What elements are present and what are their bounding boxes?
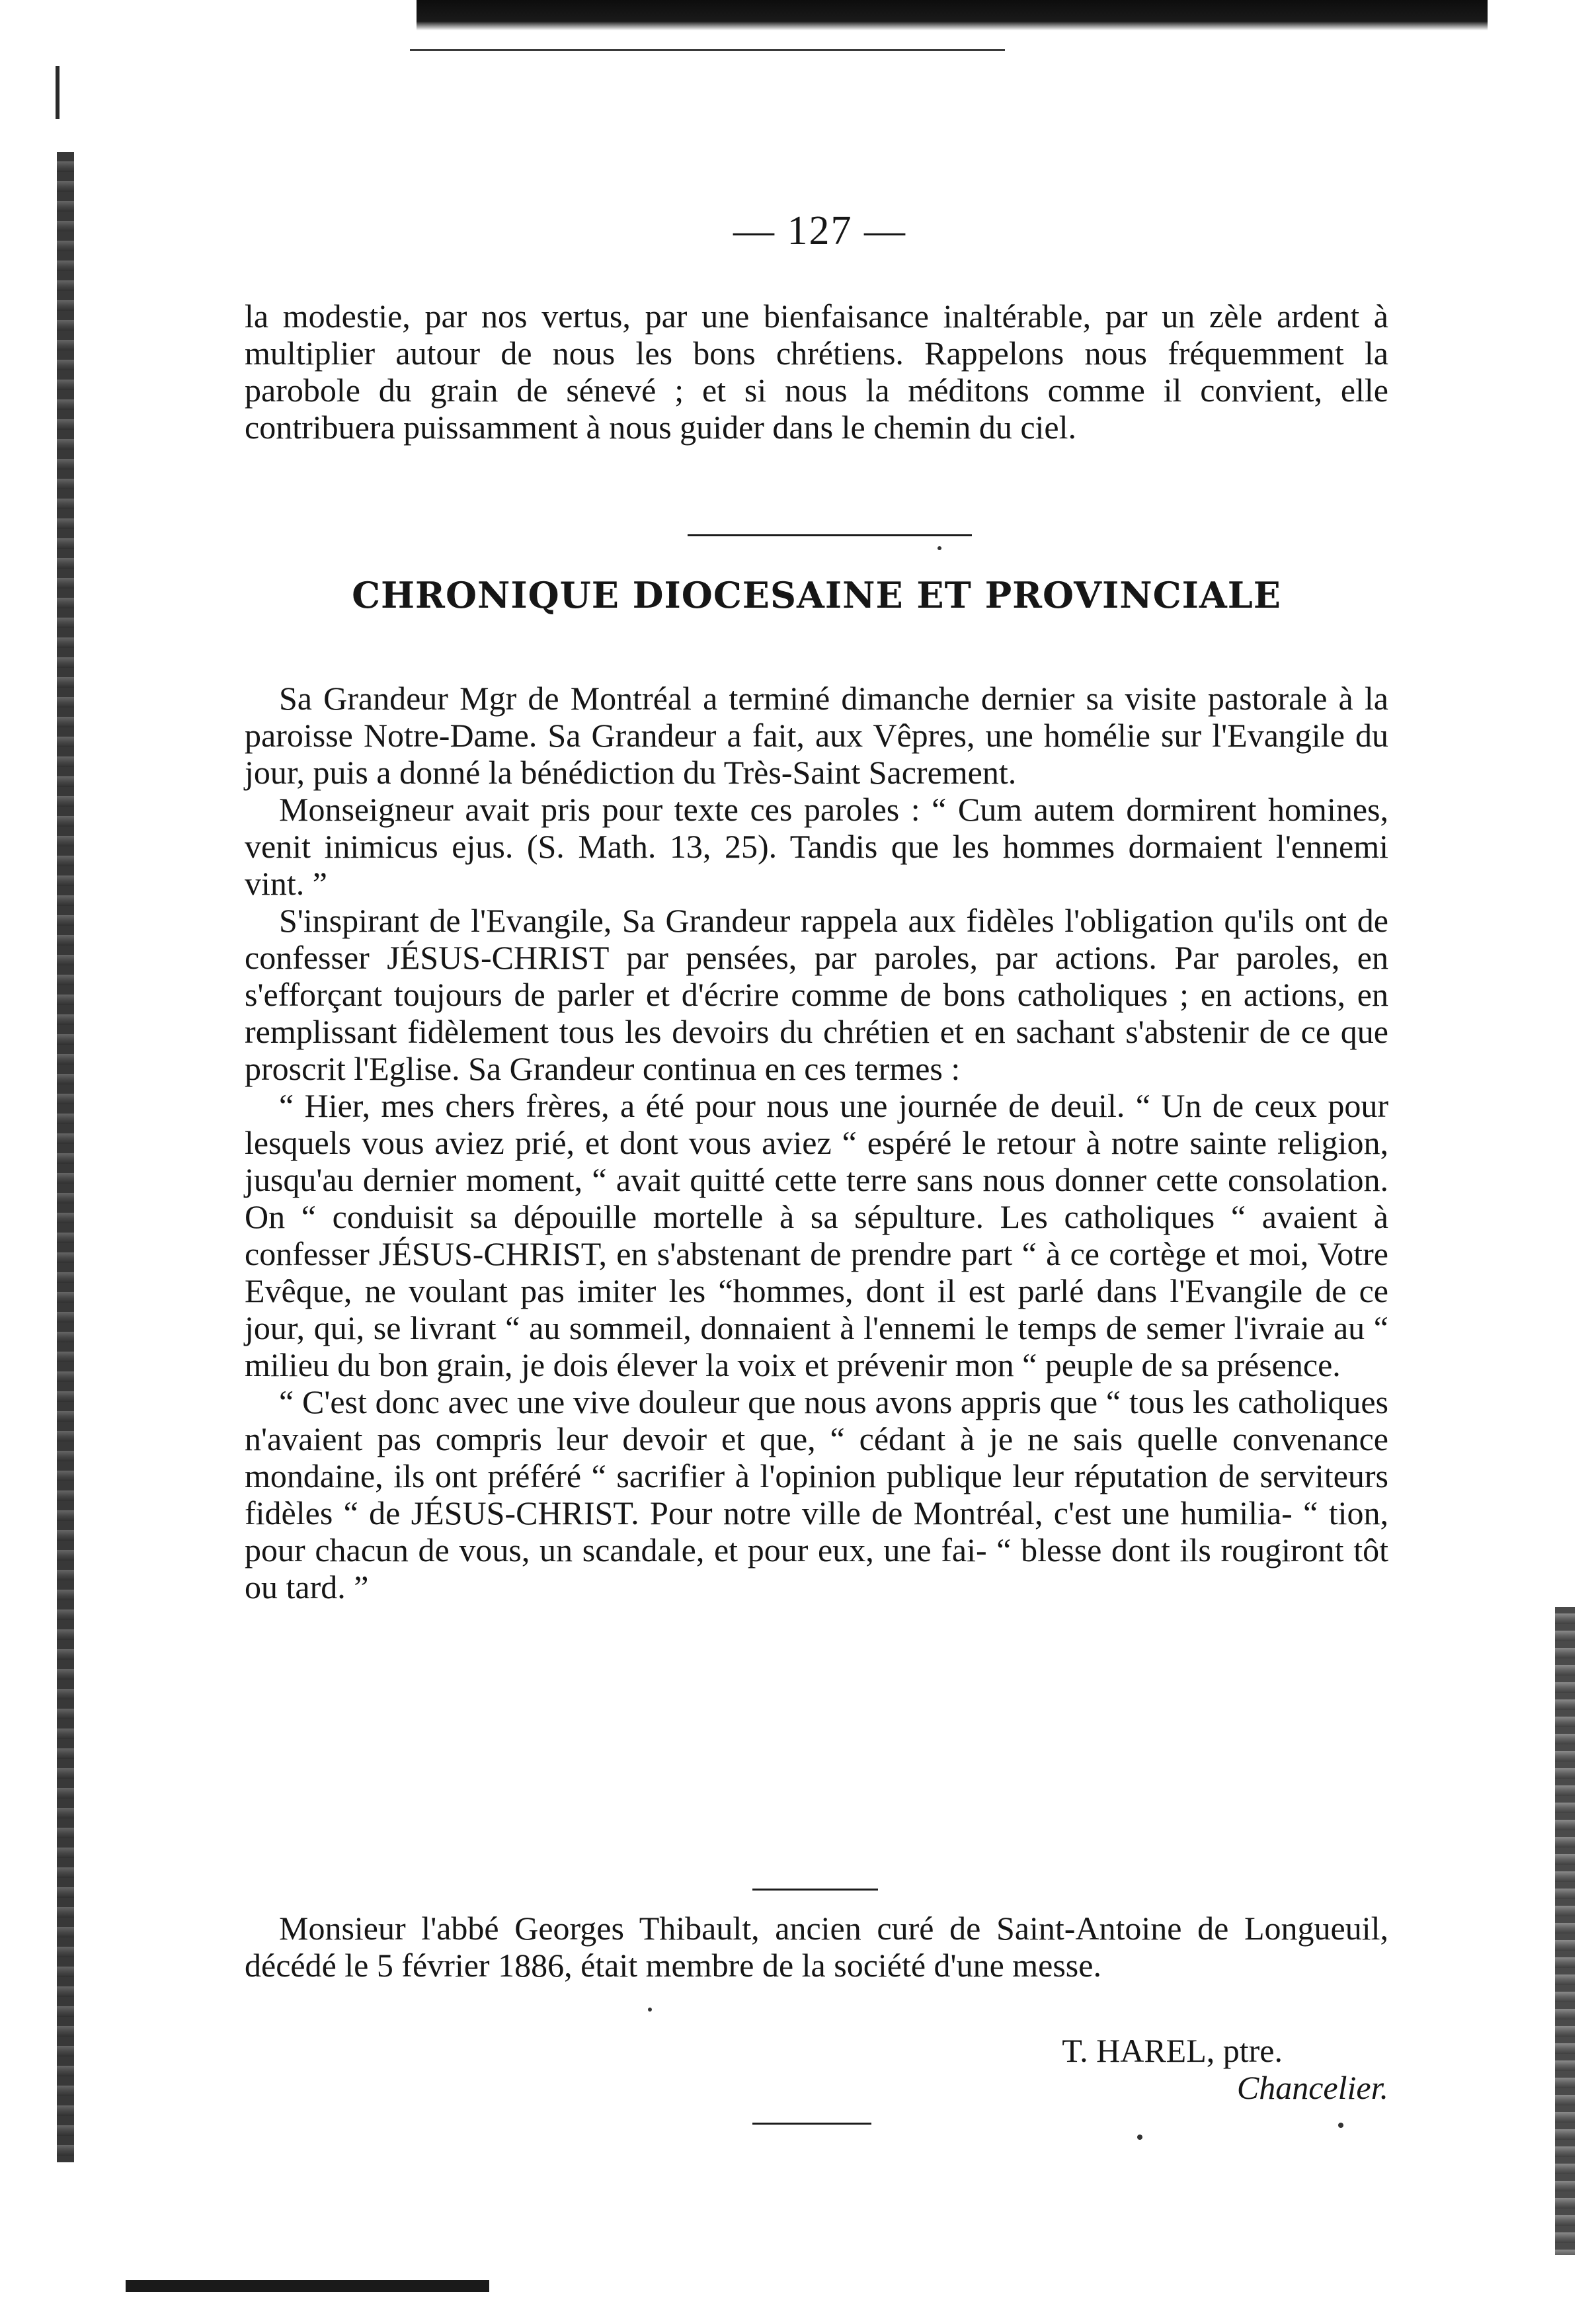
intro-block — [245, 298, 1388, 446]
scan-edge-top — [417, 0, 1488, 30]
chronicle-quote-mourning: “ Hier, mes chers frères, a été pour nous une journée de deuil. “ Un de ceux pour lesquels vous aviez prié, et dont vous aviez “ espéré le retour à notre sainte religion, jusqu'au dernier moment, “ avait quitté cette terre sans nous donner cette consolation. On “ conduisit sa dépouille mortelle à sa sépulture. Les catholiques “ avaient à confesser JÉSUS-CHRIST, en s'abstenant de prendre part “ à ce cortège et moi, Votre Evêque, ne voulant pas imiter les “hommes, dont il est parlé dans l'Evangile de ce jour, qui, se livrant “ au sommeil, donnaient à l'ennemi le temps de semer l'ivraie au “ milieu du bon grain, je dois élever la voix et prévenir mon “ peuple de sa présence. — [245, 1087, 1388, 1383]
page-number: — 127 — — [733, 208, 906, 253]
ink-speck — [1137, 2135, 1142, 2140]
closing-paragraph: Monsieur l'abbé Georges Thibault, ancien curé de Saint-Antoine de Longueuil, décédé le 5 février 1886, était membre de la société d'une messe. — [245, 1910, 1388, 1984]
section-divider-closing — [752, 1889, 878, 1891]
section-divider-top — [688, 534, 972, 536]
chronicle-paragraph-sermon: S'inspirant de l'Evangile, Sa Grandeur rappela aux fidèles l'obligation qu'ils ont de confesser JÉSUS-CHRIST par pensées, par paroles, par actions. Par paroles, en s'efforçant toujours de parler et d'écrire comme de bons catholiques ; en actions, en remplissant fidèlement tous les devoirs du chrétien et en sachant s'abstenir de ce que proscrit l'Eglise. Sa Grandeur continua en ces termes : — [245, 902, 1388, 1087]
chronicle-paragraph-visit: Sa Grandeur Mgr de Montréal a terminé dimanche dernier sa visite pastorale à la paroisse Notre-Dame. Sa Grandeur a fait, aux Vêpres, une homélie sur l'Evangile du jour, puis a donné la bénédiction du Très-Saint Sacrement. — [245, 680, 1388, 791]
scan-edge-bottom — [126, 2280, 489, 2292]
end-divider — [752, 2123, 871, 2125]
section-heading: CHRONIQUE DIOCESAINE ET PROVINCIALE — [352, 574, 1281, 616]
scan-line-top — [410, 49, 1005, 51]
ink-speck — [1338, 2123, 1343, 2128]
chronicle-block — [245, 680, 1388, 1606]
closing-block — [245, 1910, 1388, 1984]
signature-title: Chancelier. — [1236, 2069, 1388, 2106]
signature-name: T. HAREL, ptre. — [1062, 2032, 1283, 2069]
ink-speck — [648, 2008, 652, 2012]
chronicle-paragraph-text: Monseigneur avait pris pour texte ces paroles : “ Cum autem dormirent homines, venit inimicus ejus. (S. Math. 13, 25). Tandis que les hommes dormaient l'ennemi vint. ” — [245, 791, 1388, 902]
scan-edge-right — [1555, 1607, 1575, 2255]
scan-edge-left — [57, 152, 74, 2162]
scan-mark-left — [56, 66, 60, 119]
ink-speck — [938, 546, 941, 550]
chronicle-quote-sorrow: “ C'est donc avec une vive douleur que nous avons appris que “ tous les catholiques n'avaient pas compris leur devoir et que, “ cédant à je ne sais quelle convenance mondaine, ils ont préféré “ sacrifier à l'opinion publique leur réputation de serviteurs fidèles “ de JÉSUS-CHRIST. Pour notre ville de Montréal, c'est une humilia- “ tion, pour chacun de vous, un scandale, et pour eux, une fai- “ blesse dont ils rougiront tôt ou tard. ” — [245, 1383, 1388, 1606]
intro-paragraph: la modestie, par nos vertus, par une bienfaisance inaltérable, par un zèle ardent à multiplier autour de nous les bons chrétiens. Rappelons nous fréquemment la parobole du grain de sénevé ; et si nous la méditons comme il convient, elle contribuera puissamment à nous guider dans le chemin du ciel. — [245, 298, 1388, 446]
